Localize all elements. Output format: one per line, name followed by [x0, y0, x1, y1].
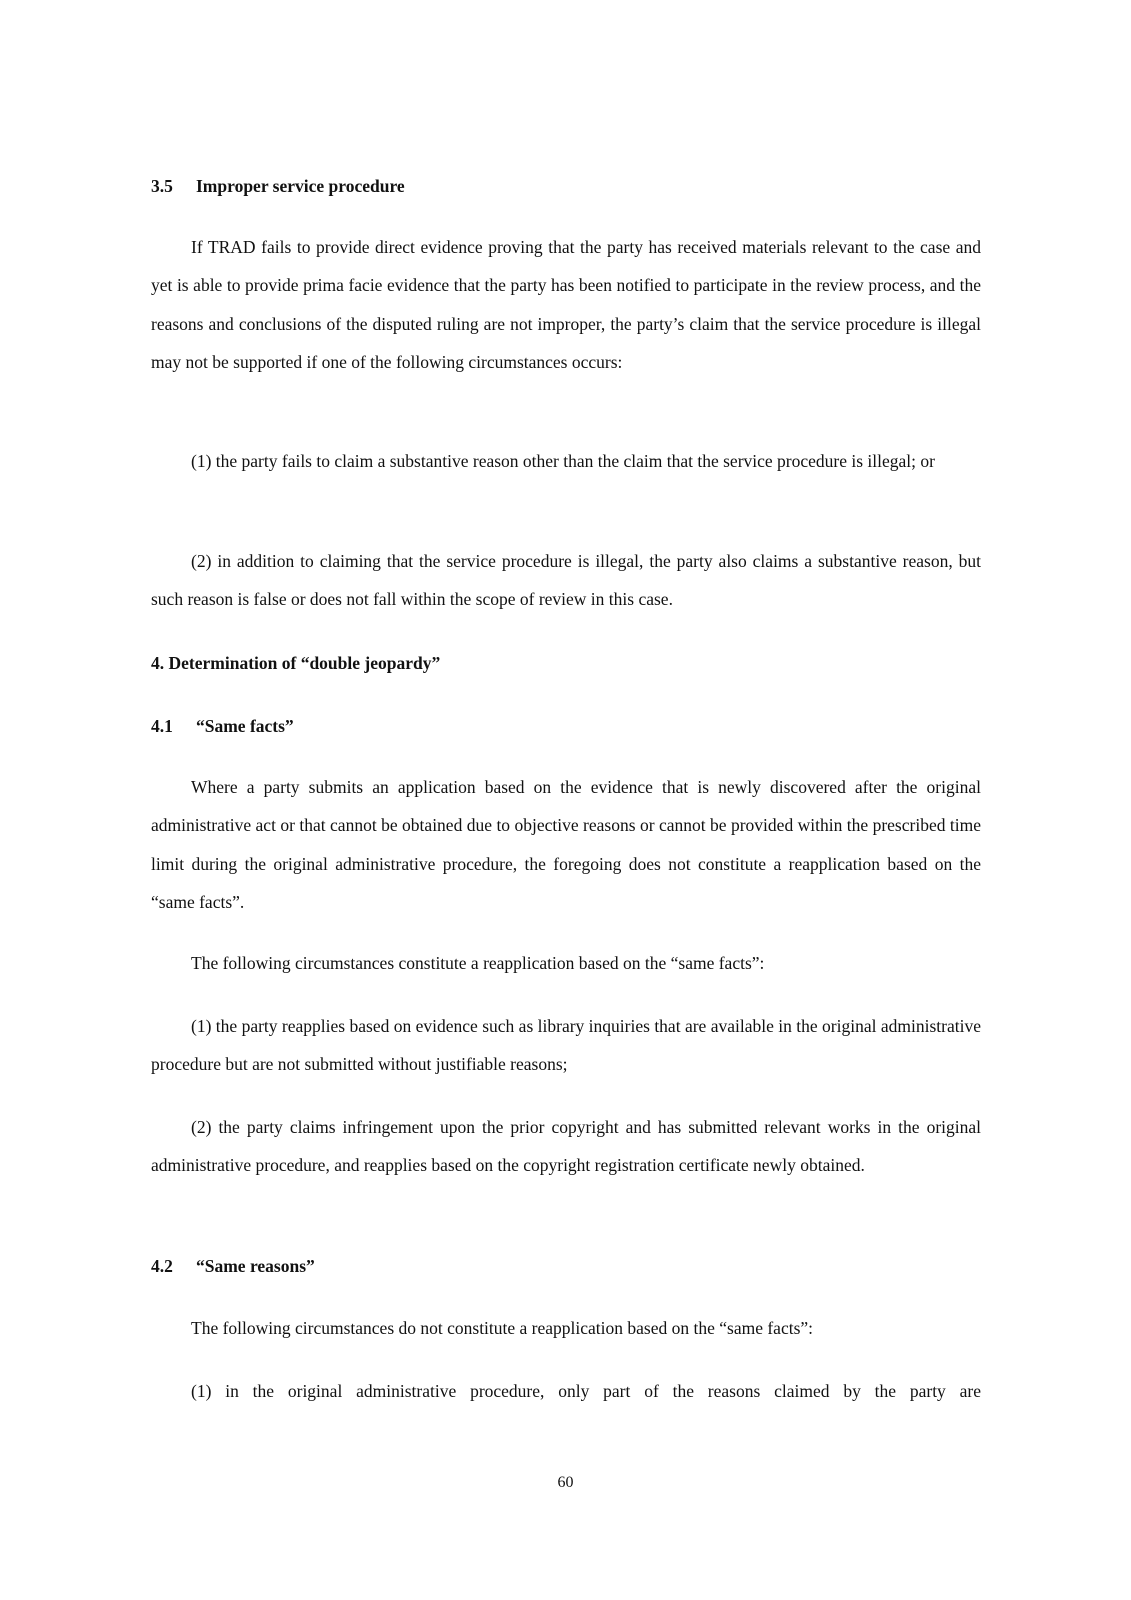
paragraph-3-5-intro: If TRAD fails to provide direct evidence proving that the party has received materials relevant to the case and yet is able to provide prima facie evidence that the party has been notified to participate in the review process, and the reasons and conclusions of the disputed ruling are not improper, the party’s claim that the service procedure is illegal may not be supported if one of the following circumstances occurs:: [151, 237, 981, 372]
paragraph-4-1-item-2: (2) the party claims infringement upon the prior copyright and has submitted relevant works in the original administrative procedure, and reapplies based on the copyright registration certificate newly obtained.: [151, 1117, 981, 1176]
paragraph-4-1-intro: Where a party submits an application based on the evidence that is newly discovered after the original administrative act or that cannot be obtained due to objective reasons or cannot be provided within the prescribed time limit during the original administrative procedure, the foregoing does not constitute a reapplication based on the “same facts”.: [151, 777, 981, 912]
paragraph-3-5-item-1: (1) the party fails to claim a substantive reason other than the claim that the service procedure is illegal; or: [191, 451, 935, 471]
paragraph-3-5-item-2: (2) in addition to claiming that the service procedure is illegal, the party also claims a substantive reason, but such reason is false or does not fall within the scope of review in this case.: [151, 551, 981, 610]
paragraph-4-1-item-1: (1) the party reapplies based on evidence such as library inquiries that are available in the original administrative procedure but are not submitted without justifiable reasons;: [151, 1016, 981, 1075]
section-title: “Same facts”: [196, 716, 294, 736]
section-number: 4.1: [151, 716, 173, 736]
section-number: 4.2: [151, 1256, 173, 1276]
page-number: 60: [557, 1474, 574, 1491]
section-number: 3.5: [151, 176, 173, 196]
paragraph-4-2-lead: The following circumstances do not constitute a reapplication based on the “same facts”:: [191, 1318, 814, 1338]
section-title: “Same reasons”: [196, 1256, 315, 1276]
paragraph-4-1-lead: The following circumstances constitute a reapplication based on the “same facts”:: [191, 953, 765, 973]
section-heading-4: 4. Determination of “double jeopardy”: [151, 653, 441, 673]
paragraph-4-2-item-1: (1) in the original administrative procedure, only part of the reasons claimed by the party are: [191, 1381, 981, 1401]
section-heading-4-1: [151, 714, 981, 738]
section-heading-4-2: [151, 1254, 981, 1278]
section-title: Improper service procedure: [196, 176, 405, 196]
section-heading-3-5: [151, 174, 981, 198]
